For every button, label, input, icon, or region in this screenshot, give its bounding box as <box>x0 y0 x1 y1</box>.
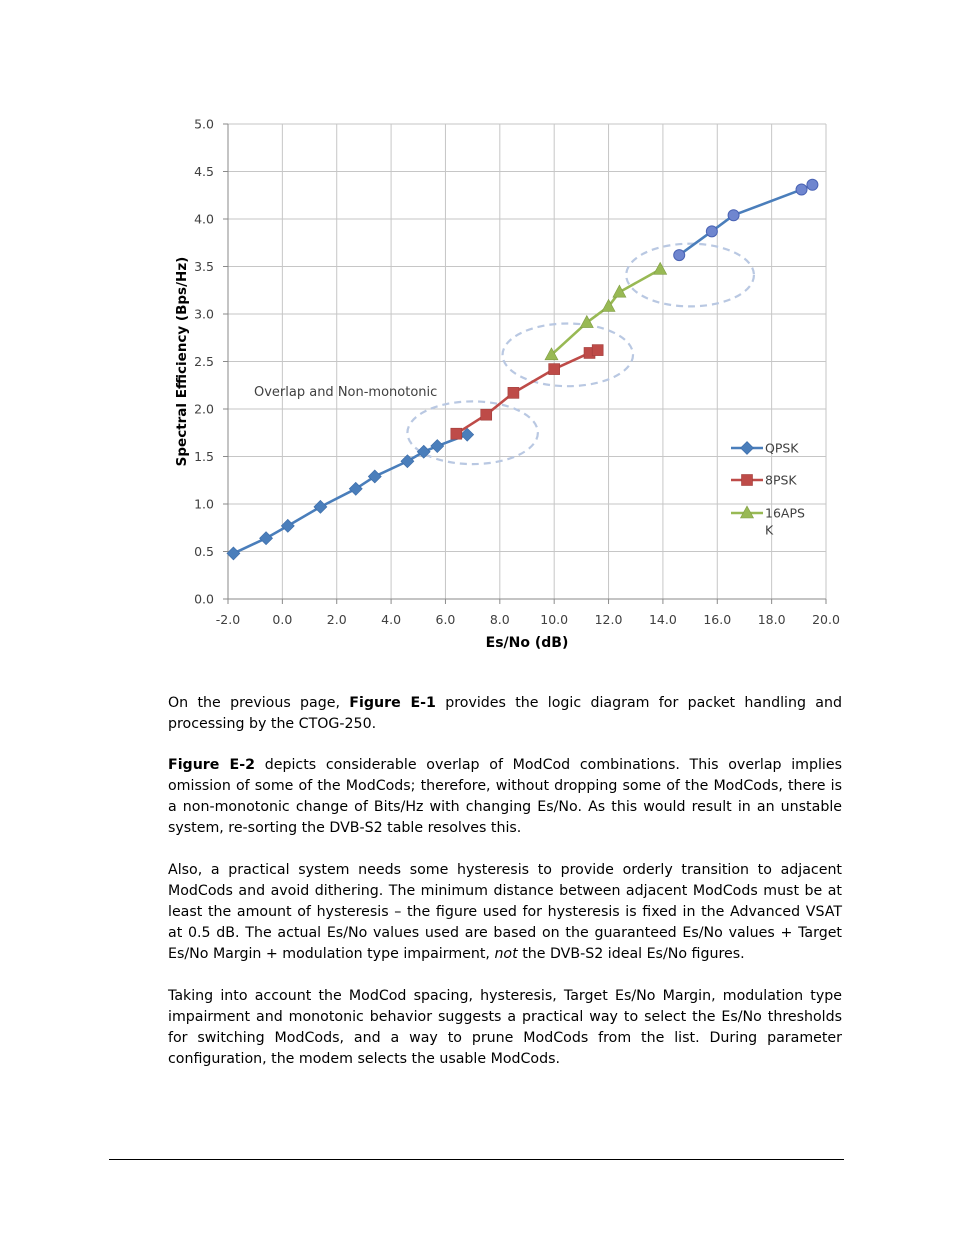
series-0-point-3 <box>314 500 327 513</box>
paragraph-modcod-overlap <box>168 755 842 839</box>
series-2-point-3 <box>613 285 626 297</box>
series-3-point-4 <box>807 179 818 190</box>
series-0-point-8 <box>431 440 444 453</box>
x-tick-label-8: 14.0 <box>648 612 677 627</box>
y-tick-label-7: 3.5 <box>194 259 214 274</box>
footer-rule <box>109 1159 844 1160</box>
x-tick-label-0: -2.0 <box>215 612 241 627</box>
chart-gridlines <box>228 124 826 599</box>
x-tick-label-6: 10.0 <box>540 612 569 627</box>
series-1-point-2 <box>508 387 519 398</box>
series-3-point-0 <box>674 250 685 261</box>
legend-label-2-line-0: 16APS <box>765 505 805 521</box>
chart-labels <box>174 117 840 652</box>
p4-run-0: Taking into account the ModCod spacing, hysteresis, Target Es/No Margin, modulation type impairment and monotonic behavior suggests a practical way to select the Es/No thresholds for switching ModCods, and a way to prune ModCods from the list. During parameter configuration, the modem selects the usable ModCods. <box>168 988 842 1067</box>
legend-label-0-line-0: QPSK <box>765 440 799 456</box>
y-tick-label-2: 1.0 <box>194 496 214 512</box>
y-tick-label-5: 2.5 <box>194 354 214 369</box>
legend-label-2-line-1: K <box>765 522 774 538</box>
series-line-1 <box>456 350 597 434</box>
series-2-point-1 <box>580 316 593 328</box>
y-tick-label-6: 3.0 <box>194 306 214 322</box>
legend-marker-1 <box>742 475 753 486</box>
series-1-point-5 <box>592 345 603 356</box>
x-tick-label-2: 2.0 <box>326 612 347 627</box>
x-tick-label-11: 20.0 <box>812 612 840 627</box>
p3-run-0: Also, a practical system needs some hysteresis to provide orderly transition to adjacent ModCods and avoid dithering. The minimum distance between adjacent ModCods must be at least the amount of hysteresis – the figure used for hysteresis is fixed in the Advanced VSAT at 0.5 dB. The actual Es/No values used are based on the guaranteed Es/No values + Target Es/No Margin + modulation type impairment, <box>168 862 842 962</box>
p3-run-2: the DVB-S2 ideal Es/No figures. <box>517 946 745 962</box>
x-tick-label-7: 12.0 <box>594 612 623 627</box>
p3-run-1: not <box>494 946 518 962</box>
x-axis-title: Es/No (dB) <box>485 635 569 651</box>
series-2-point-4 <box>654 262 667 274</box>
y-tick-label-8: 4.0 <box>194 211 214 227</box>
x-tick-label-9: 16.0 <box>703 612 732 627</box>
series-0-point-5 <box>368 470 381 483</box>
overlap-ellipse-2 <box>626 244 754 307</box>
series-line-3 <box>679 185 812 255</box>
y-tick-label-3: 1.5 <box>194 449 214 464</box>
paragraph-modcod-pruning <box>168 986 842 1070</box>
x-tick-label-3: 4.0 <box>381 612 402 627</box>
series-line-2 <box>551 269 660 355</box>
legend-label-1-line-0: 8PSK <box>765 472 797 488</box>
p1-run-0: On the previous page, <box>168 695 350 711</box>
y-tick-label-4: 2.0 <box>194 401 214 417</box>
y-tick-label-10: 5.0 <box>194 116 214 132</box>
y-tick-label-0: 0.0 <box>194 591 214 607</box>
x-tick-label-1: 0.0 <box>272 612 293 627</box>
paragraph-figure-e1-reference <box>168 693 842 735</box>
chart-legend <box>731 441 805 538</box>
y-tick-label-1: 0.5 <box>194 544 214 559</box>
x-tick-label-5: 8.0 <box>489 612 510 627</box>
series-3-point-1 <box>706 226 717 237</box>
series-1-point-1 <box>481 409 492 420</box>
chart-axes <box>223 124 826 604</box>
x-tick-label-4: 6.0 <box>435 612 456 627</box>
y-tick-label-9: 4.5 <box>194 164 214 179</box>
y-axis-title: Spectral Efficiency (Bps/Hz) <box>174 256 190 467</box>
chart-series <box>227 179 818 560</box>
p1-run-1: Figure E-1 <box>349 695 436 711</box>
series-3-point-2 <box>728 210 739 221</box>
series-1-point-3 <box>549 364 560 375</box>
p2-run-1: depicts considerable overlap of ModCod combinations. This overlap implies omission of some of the ModCods; therefore, without dropping some of the ModCods, there is a non-monotonic change of Bits/Hz with changing Es/No. As this would result in an unstable system, re-sorting the DVB-S2 table resolves this. <box>168 757 842 836</box>
overlap-ellipse-1 <box>503 324 633 387</box>
series-0-point-0 <box>227 547 240 560</box>
legend-marker-0 <box>741 442 754 455</box>
series-0-point-4 <box>349 482 362 495</box>
p1-run-2: provides the logic diagram for packet handling and processing by the CTOG-250. <box>168 695 842 732</box>
x-tick-label-10: 18.0 <box>757 612 786 627</box>
annotation-overlap-non-monotonic: Overlap and Non-monotonic <box>254 385 438 400</box>
series-1-point-0 <box>451 428 462 439</box>
p2-run-0: Figure E-2 <box>168 757 256 773</box>
series-3-point-3 <box>796 184 807 195</box>
paragraph-hysteresis <box>168 860 842 965</box>
series-0-point-2 <box>281 519 294 532</box>
series-0-point-1 <box>260 532 273 545</box>
